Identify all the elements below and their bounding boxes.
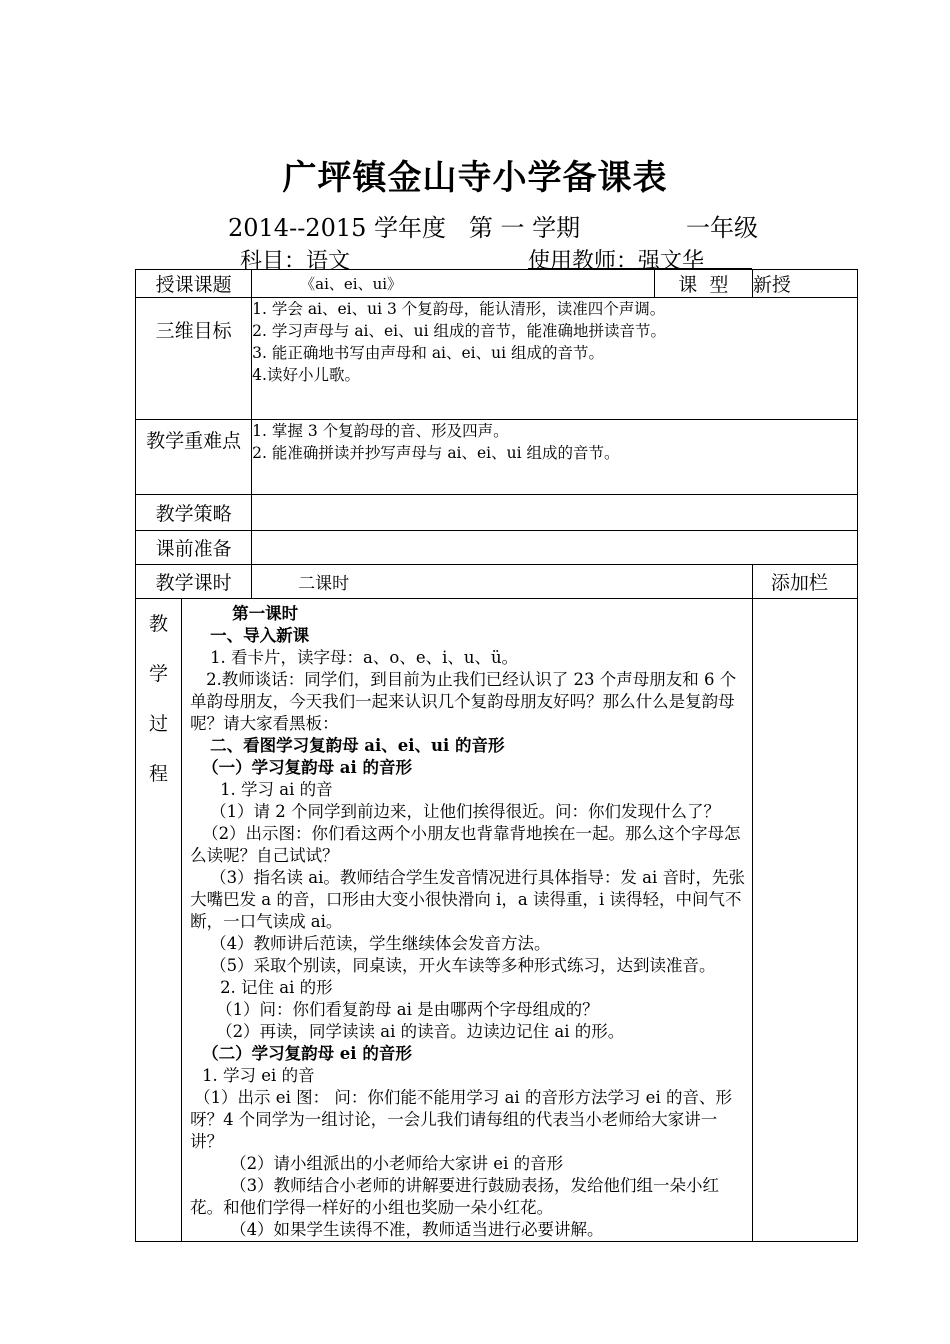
paragraph: （4）如果学生读得不准，教师适当进行必要讲解。 bbox=[230, 1220, 604, 1239]
paragraph: 1. 学习 ai 的音 bbox=[220, 780, 333, 799]
addcol-value bbox=[752, 599, 857, 1242]
lesson-plan-table bbox=[135, 269, 858, 1242]
subsection-heading: （一）学习复韵母 ai 的音形 bbox=[202, 758, 413, 777]
strategy-value bbox=[252, 495, 858, 531]
paragraph: （5）采取个别读，同桌读，开火车读等多种形式练习，达到读准音。 bbox=[210, 956, 716, 975]
keypoints-content bbox=[252, 420, 858, 495]
keypoints-label: 教学重难点 bbox=[136, 420, 252, 495]
paragraph: （4）教师讲后范读，学生继续体会发音方法。 bbox=[210, 934, 551, 953]
hours-label: 教学课时 bbox=[136, 565, 252, 599]
paragraph: 2.教师谈话：同学们，到目前为止我们已经认识了 23 个声母朋友和 6 个单韵母朋友，今天我们一起来认识几个复韵母朋友好吗？那么什么是复韵母呢？请大家看黑板： bbox=[190, 670, 737, 733]
paragraph: 1. 看卡片，读字母：a、o、e、i、u、ü。 bbox=[210, 648, 519, 667]
goals-label: 三维目标 bbox=[136, 298, 252, 420]
paragraph: 2. 记住 ai 的形 bbox=[220, 978, 333, 997]
goal-item: 2. 学习声母与 ai、ei、ui 组成的音节，能准确地拼读音节。 bbox=[252, 322, 667, 340]
goal-item: 3. 能正确地书写由声母和 ai、ei、ui 组成的音节。 bbox=[252, 344, 605, 362]
type-value: 新授 bbox=[752, 270, 857, 298]
hours-value: 二课时 bbox=[252, 565, 753, 599]
paragraph: （1）出示 ei 图： 问：你们能不能用学习 ai 的音形方法学习 ei 的音、形呀？4 个同学为一组讨论，一会儿我们请每组的代表当小老师给大家讲一讲？ bbox=[190, 1088, 732, 1151]
goal-item: 1. 学会 ai、ei、ui 3 个复韵母，能认清形，读准四个声调。 bbox=[252, 300, 666, 318]
goal-item: 4.读好小儿歌。 bbox=[252, 366, 360, 384]
section-heading: 二、看图学习复韵母 ai、ei、ui 的音形 bbox=[210, 736, 505, 755]
school-year: 2014--2015 学年度 第 一 学期 bbox=[228, 214, 581, 242]
teacher: 使用教师：强文华 bbox=[528, 249, 705, 274]
keypoint-item: 2. 能准确拼读并抄写声母与 ai、ei、ui 组成的音节。 bbox=[252, 444, 620, 462]
prep-value bbox=[252, 531, 858, 565]
topic-value: 《ai、ei、ui》 bbox=[252, 270, 655, 298]
section-heading: 一、导入新课 bbox=[210, 626, 310, 645]
paragraph: （2）再读，同学读读 ai 的读音。边读边记住 ai 的形。 bbox=[216, 1022, 625, 1041]
goals-content bbox=[252, 298, 858, 420]
subsection-heading: （二）学习复韵母 ei 的音形 bbox=[202, 1044, 412, 1063]
addcol-label: 添加栏 bbox=[752, 565, 857, 599]
topic-label: 授课课题 bbox=[136, 270, 252, 298]
type-label: 课 型 bbox=[654, 270, 752, 298]
keypoint-item: 1. 掌握 3 个复韵母的音、形及四声。 bbox=[252, 422, 509, 440]
paragraph: （2）请小组派出的小老师给大家讲 ei 的音形 bbox=[230, 1154, 564, 1173]
subject: 科目：语文 bbox=[240, 249, 351, 274]
lesson-title: 第一课时 bbox=[232, 604, 299, 623]
prep-label: 课前准备 bbox=[136, 531, 252, 565]
paragraph: （2）出示图：你们看这两个小朋友也背靠背地挨在一起。那么这个字母怎么读呢？自己试试？ bbox=[190, 824, 741, 865]
paragraph: （3）教师结合小老师的讲解要进行鼓励表扬，发给他们组一朵小红花。和他们学得一样好的小组也奖励一朵小红花。 bbox=[190, 1176, 720, 1217]
process-label: 教 学 过 程 bbox=[136, 599, 182, 1242]
paragraph: （1）问：你们看复韵母 ai 是由哪两个字母组成的？ bbox=[216, 1000, 599, 1019]
paragraph: （1）请 2 个同学到前边来，让他们挨得很近。问：你们发现什么了？ bbox=[210, 802, 721, 821]
process-content bbox=[182, 599, 753, 1242]
paragraph: （3）指名读 ai。教师结合学生发音情况进行具体指导：发 ai 音时，先张大嘴巴发 a 的音，口形由大变小很快滑向 i，a 读得重，i 读得轻，中间气不断，一口气读成 ai。 bbox=[190, 868, 746, 931]
grade: 一年级 bbox=[686, 214, 758, 242]
page-title: 广坪镇金山寺小学备课表 bbox=[282, 158, 668, 198]
paragraph: 1. 学习 ei 的音 bbox=[202, 1066, 315, 1085]
strategy-label: 教学策略 bbox=[136, 495, 252, 531]
